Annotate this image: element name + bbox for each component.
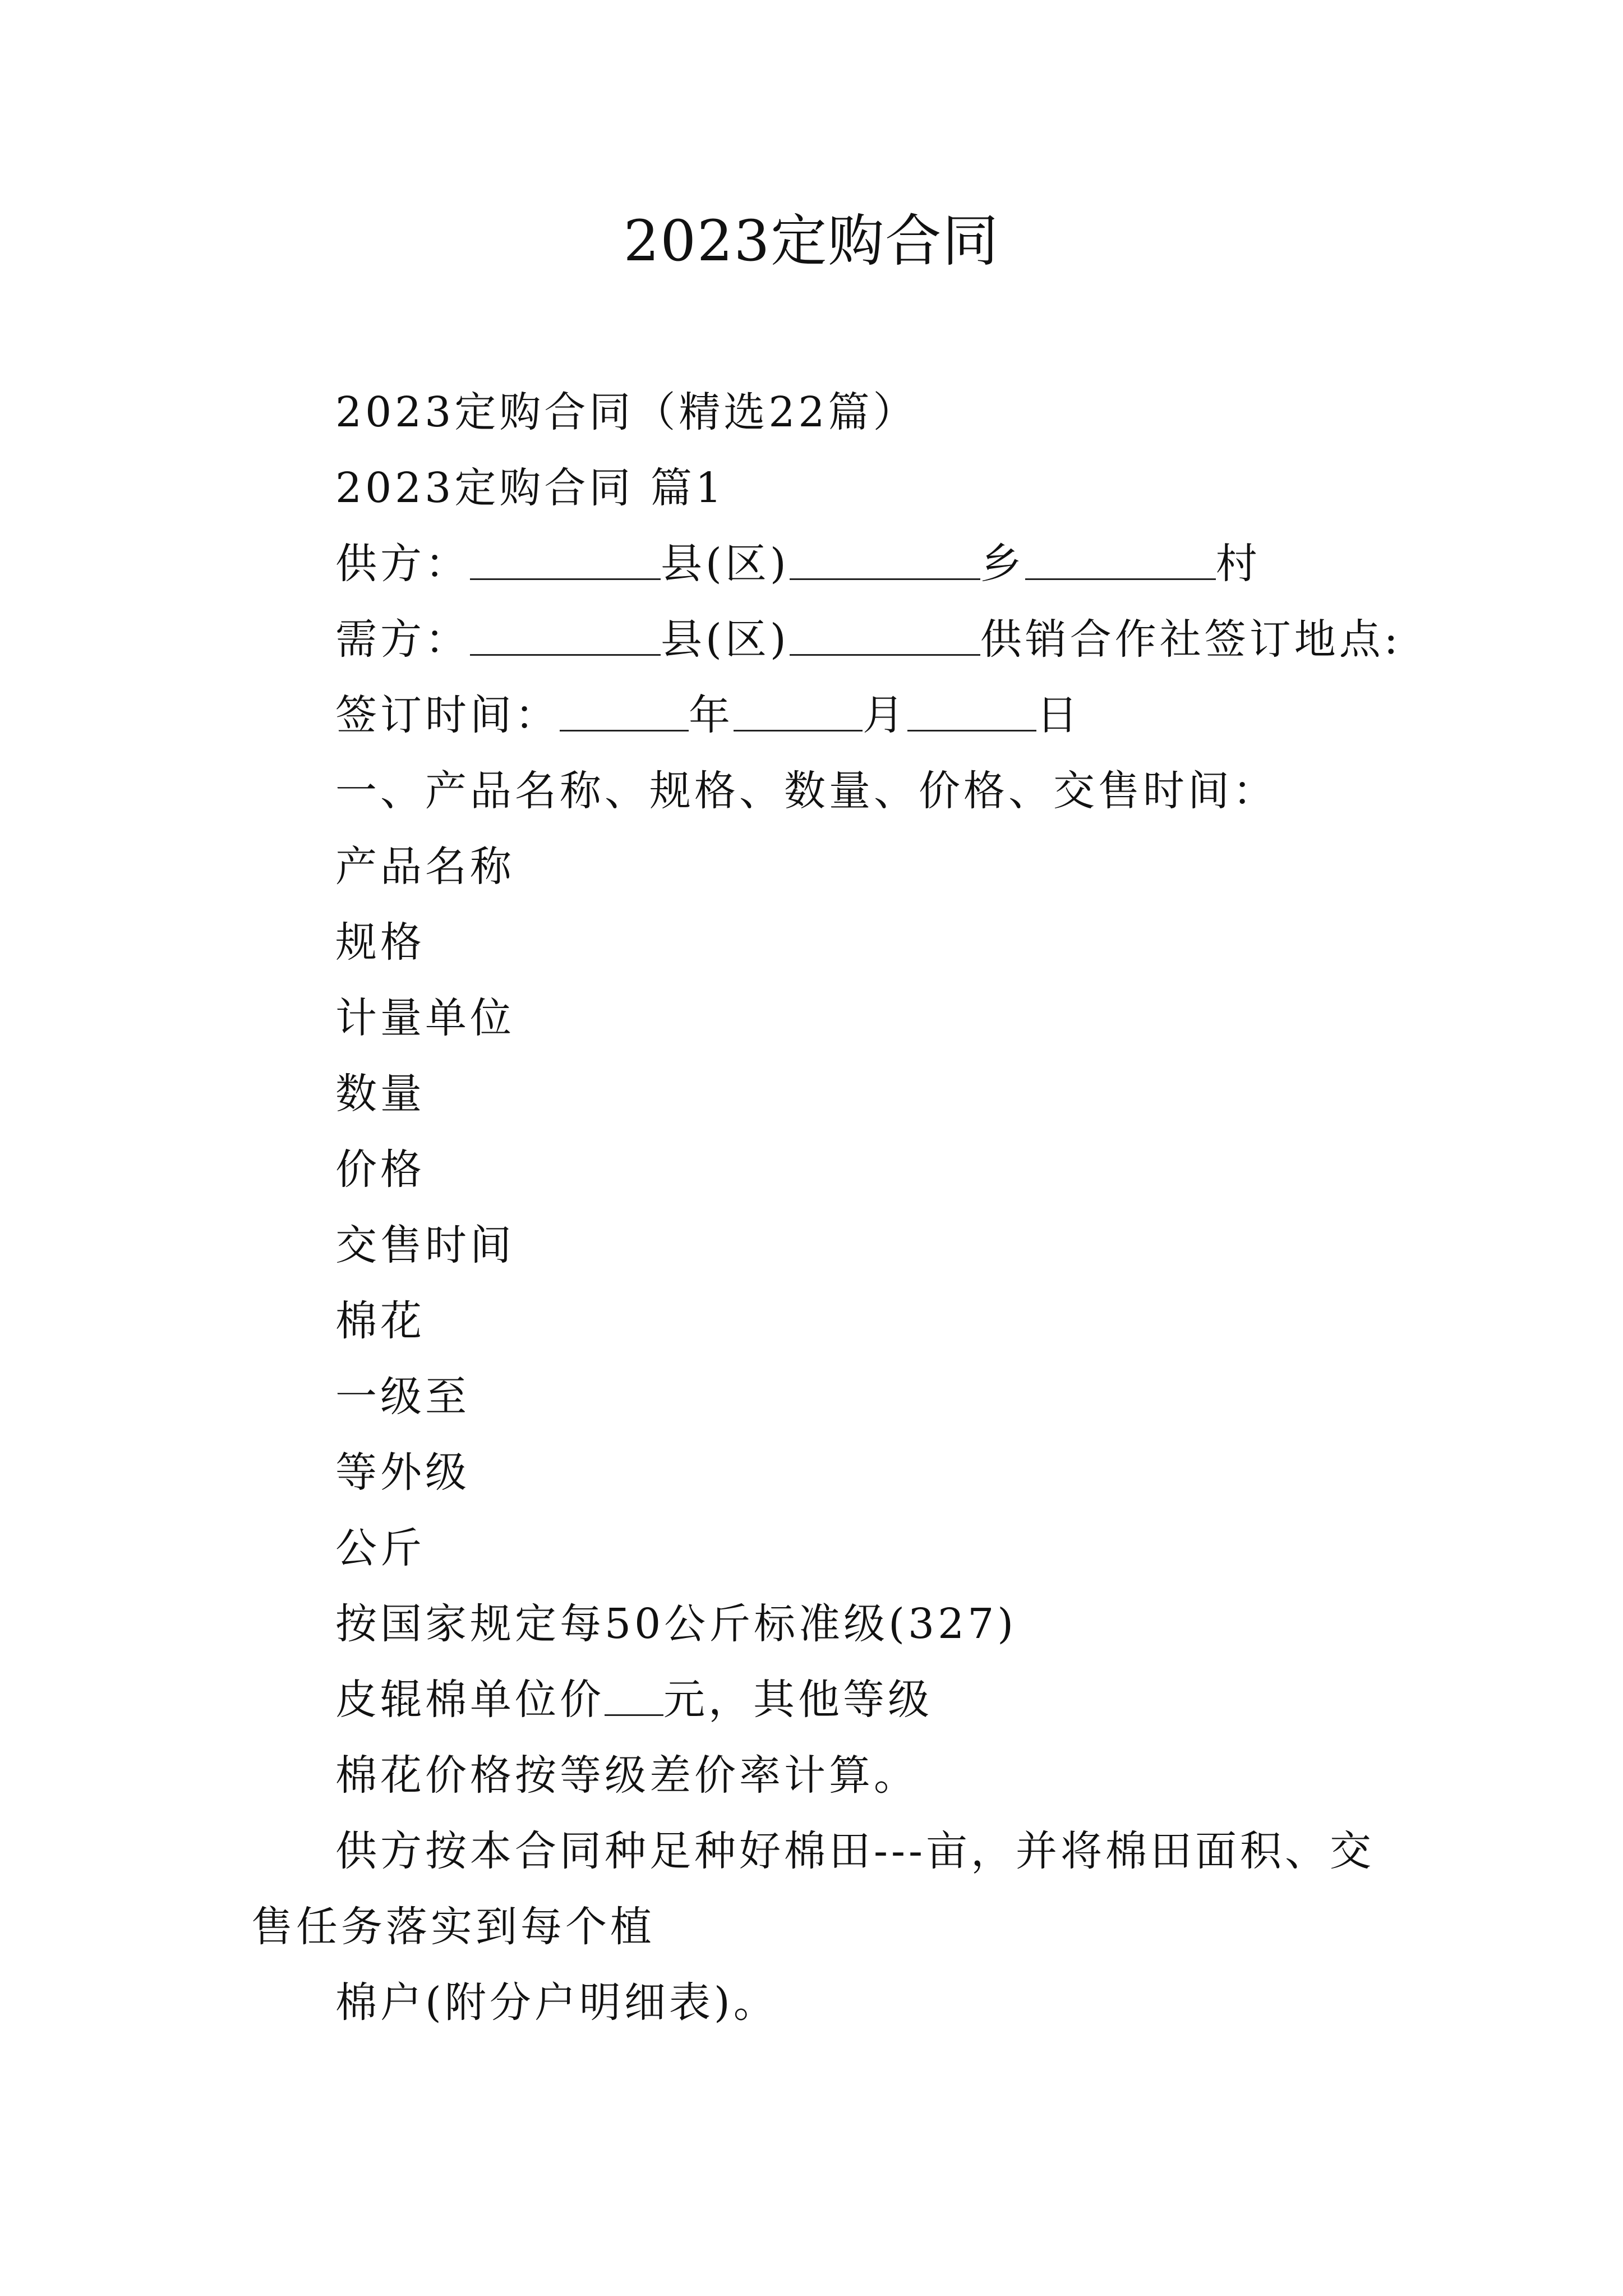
signing-day-label: 日	[1036, 691, 1081, 739]
document-subtitle: 2023定购合同（精选22篇）	[335, 388, 918, 436]
table-item: 产品名称	[335, 843, 515, 891]
clause-one: 一、产品名称、规格、数量、价格、交售时间：	[335, 767, 1278, 815]
supplier-village-label: 村	[1215, 540, 1261, 588]
table-item: 按国家规定每50公斤标准级(327)	[335, 1600, 1017, 1648]
buyer-coop-label: 供销合作社签订地点:	[980, 615, 1401, 664]
signing-month-blank[interactable]	[734, 696, 863, 731]
signing-time-label: 签订时间：	[335, 691, 560, 739]
supplier-village-blank[interactable]	[1025, 545, 1216, 580]
price-line	[335, 1672, 933, 1728]
table-item: 一级至	[335, 1373, 470, 1421]
signing-year-label: 年	[689, 691, 734, 739]
price-suffix: 元，其他等级	[663, 1676, 933, 1724]
table-item: 公斤	[335, 1524, 425, 1572]
signing-year-blank[interactable]	[560, 696, 689, 731]
table-item: 价格	[335, 1145, 425, 1194]
price-rule: 棉花价格按等级差价率计算。	[335, 1751, 919, 1800]
supplier-line	[335, 536, 1261, 592]
buyer-coop-blank[interactable]	[790, 620, 980, 656]
table-item: 等外级	[335, 1448, 470, 1497]
buyer-county-blank[interactable]	[470, 620, 661, 656]
table-item: 棉花	[335, 1297, 425, 1345]
table-item: 规格	[335, 918, 425, 967]
price-prefix: 皮辊棉单位价	[335, 1676, 605, 1724]
signing-month-label: 月	[863, 691, 907, 739]
buyer-label: 需方：	[335, 615, 470, 664]
obligation-paragraph-line-1: 供方按本合同种足种好棉田---亩，并将棉田面积、交	[335, 1827, 1375, 1875]
price-blank[interactable]	[605, 1681, 663, 1716]
table-item: 计量单位	[335, 994, 515, 1042]
supplier-township-blank[interactable]	[790, 545, 980, 580]
supplier-county-label: 县(区)	[661, 540, 790, 588]
obligation-paragraph-line-2: 售任务落实到每个植	[251, 1903, 655, 1951]
supplier-label: 供方：	[335, 540, 470, 588]
section-heading: 2023定购合同 篇1	[335, 464, 725, 512]
buyer-line	[335, 611, 1401, 668]
obligation-paragraph-line-3: 棉户(附分户明细表)。	[335, 1978, 778, 2027]
signing-time-line	[335, 687, 1081, 743]
supplier-township-label: 乡	[980, 540, 1025, 588]
supplier-county-blank[interactable]	[470, 545, 661, 580]
buyer-county-label: 县(区)	[661, 615, 790, 664]
document-title: 2023定购合同	[623, 208, 1000, 274]
signing-day-blank[interactable]	[907, 696, 1036, 731]
table-item: 数量	[335, 1070, 425, 1118]
table-item: 交售时间	[335, 1221, 515, 1269]
